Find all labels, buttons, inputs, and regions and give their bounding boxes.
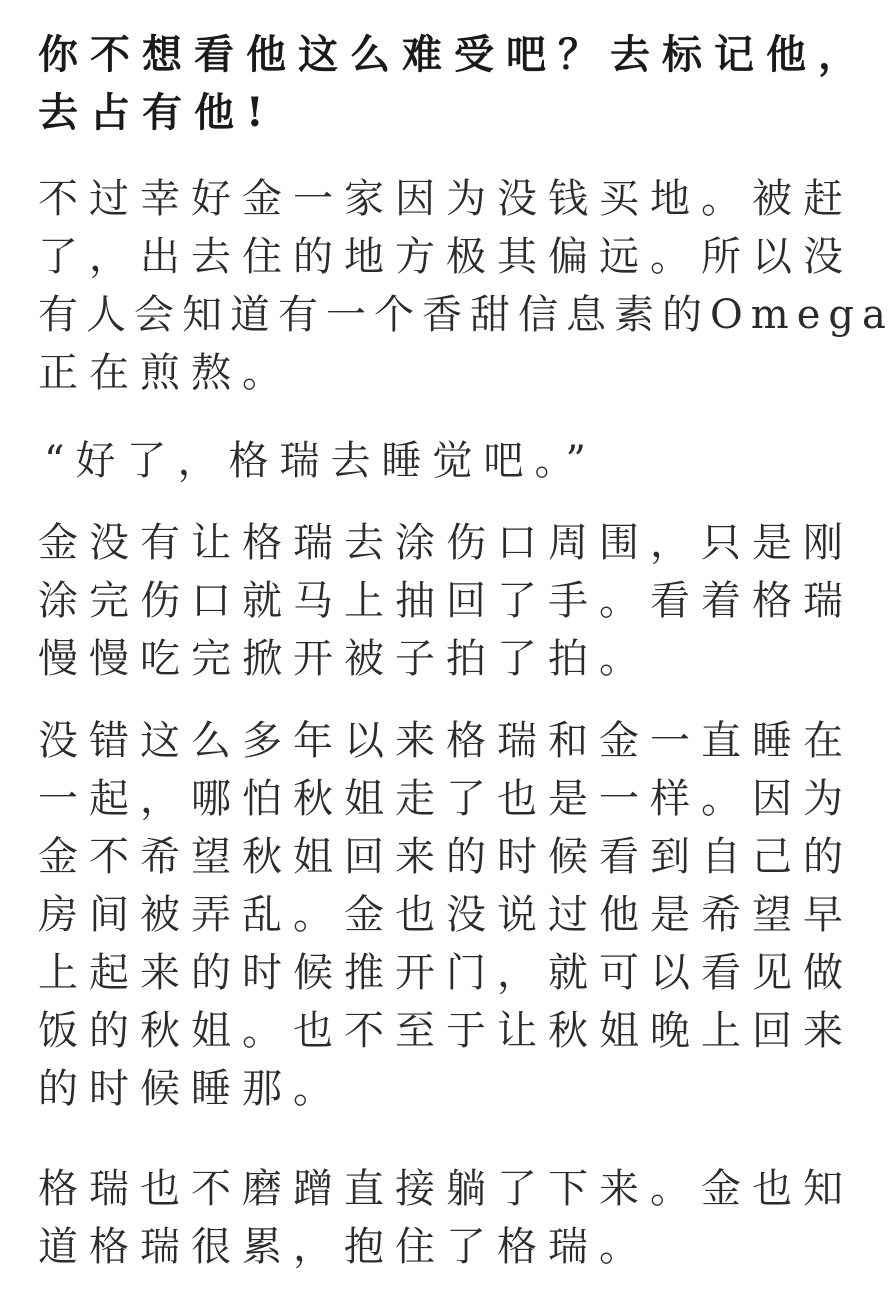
paragraph-6 bbox=[38, 1160, 854, 1276]
text-line: 金没有让格瑞去涂伤口周围，只是刚 bbox=[38, 520, 854, 566]
text-line: 涂完伤口就马上抽回了手。看着格瑞 bbox=[38, 578, 854, 624]
text-line: 道格瑞很累，抱住了格瑞。 bbox=[38, 1224, 650, 1270]
text-line: 有人会知道有一个香甜信息素的Omega bbox=[38, 292, 894, 338]
text-line: 去占有他! bbox=[38, 89, 276, 136]
text-line: 没错这么多年以来格瑞和金一直睡在 bbox=[38, 718, 854, 764]
text-line: 一起，哪怕秋姐走了也是一样。因为 bbox=[38, 776, 854, 822]
paragraph-4 bbox=[38, 514, 854, 688]
text-line: 不过幸好金一家因为没钱买地。被赶 bbox=[38, 176, 854, 222]
text-line: 格瑞也不磨蹭直接躺了下来。金也知 bbox=[38, 1166, 854, 1212]
text-line: “好了，格瑞去睡觉吧。” bbox=[44, 438, 597, 484]
text-line: 上起来的时候推开门，就可以看见做 bbox=[38, 950, 854, 996]
text-line: 慢慢吃完掀开被子拍了拍。 bbox=[38, 636, 650, 682]
paragraph-2 bbox=[38, 170, 894, 402]
paragraph-3 bbox=[44, 432, 768, 490]
text-line: 了，出去住的地方极其偏远。所以没 bbox=[38, 234, 854, 280]
text-line: 房间被弄乱。金也没说过他是希望早 bbox=[38, 892, 854, 938]
paragraph-1 bbox=[38, 26, 870, 142]
paragraph-5 bbox=[38, 712, 854, 1118]
text-line: 正在煎熬。 bbox=[38, 350, 293, 396]
text-line: 金不希望秋姐回来的时候看到自己的 bbox=[38, 834, 854, 880]
text-line: 你不想看他这么难受吧？去标记他， bbox=[38, 31, 870, 78]
text-line: 饭的秋姐。也不至于让秋姐晚上回来 bbox=[38, 1008, 854, 1054]
text-line: 的时候睡那。 bbox=[38, 1066, 344, 1112]
